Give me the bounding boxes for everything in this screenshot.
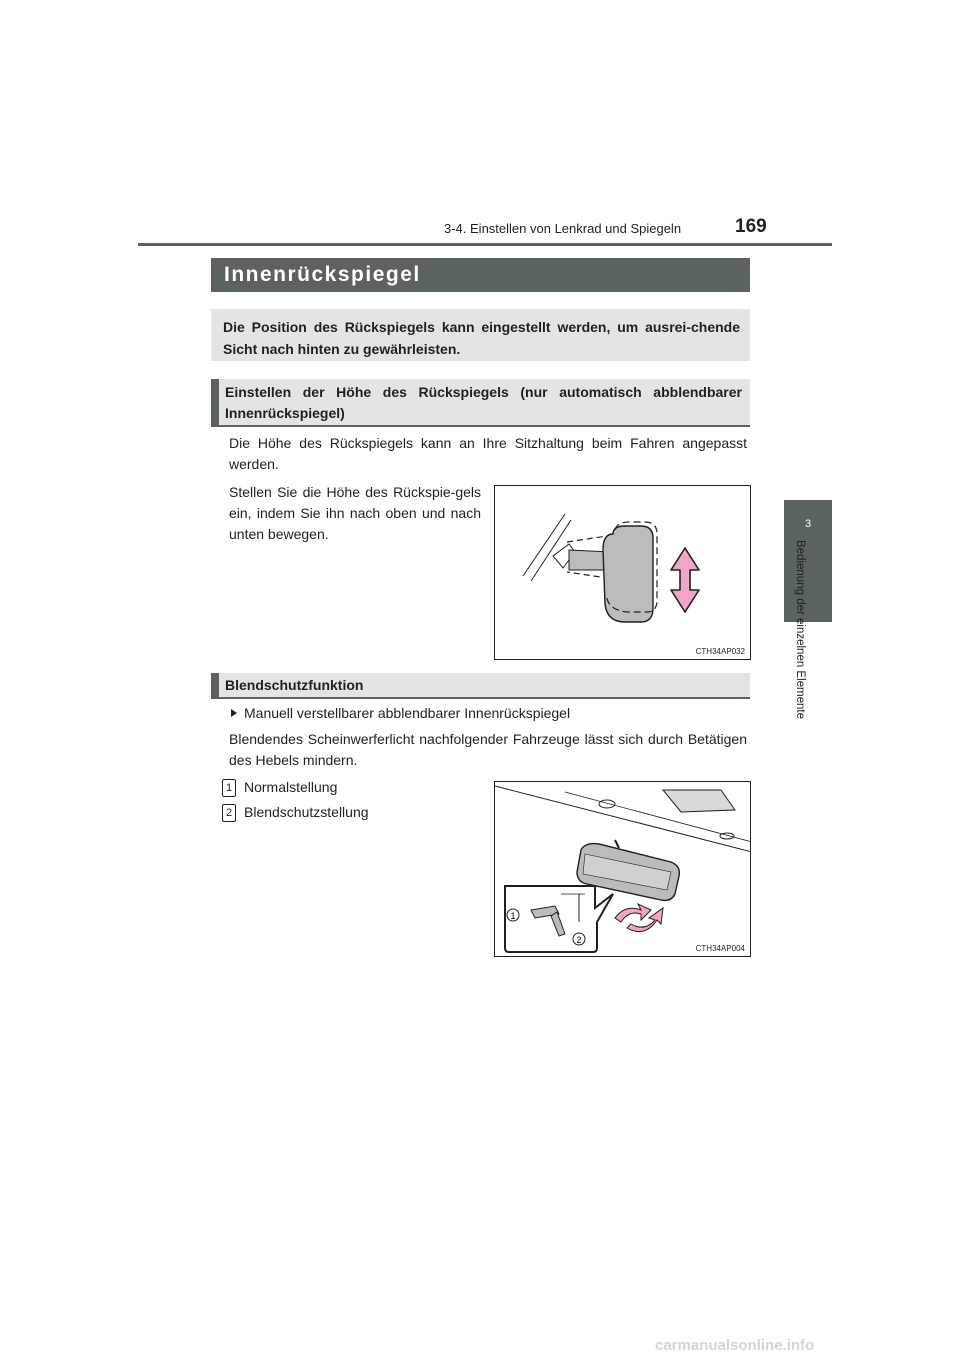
section-heading-anti-glare: Blendschutzfunktion — [211, 673, 750, 697]
bullet-text: Manuell verstellbarer abblendbarer Innenrückspiegel — [244, 705, 571, 721]
footer-watermark: carmanualsonline.info — [655, 1337, 815, 1354]
mirror-height-illustration — [495, 486, 751, 660]
page-number: 169 — [735, 216, 767, 237]
item-number-badge: 2 — [222, 804, 236, 822]
callout-1: 1 — [510, 911, 516, 921]
main-heading: Innenrückspiegel — [211, 258, 750, 292]
item-label: Normalstellung — [244, 779, 338, 795]
figure-code: CTH34AP032 — [695, 647, 745, 656]
chapter-number: 3 — [804, 518, 812, 530]
list-item — [222, 778, 337, 797]
bullet-manual-mirror — [229, 703, 747, 724]
section-heading-height-adjust: Einstellen der Höhe des Rückspiegels (nur automatisch abblendbarer Innenrückspiegel) — [211, 379, 750, 425]
paragraph-move-instruction: Stellen Sie die Höhe des Rückspie-gels ein, indem Sie ihn nach oben und nach unten bewegen. — [229, 484, 481, 542]
item-number-badge: 1 — [222, 779, 236, 797]
paragraph-anti-glare: Blendendes Scheinwerferlicht nachfolgender Fahrzeuge lässt sich durch Betätigen des Hebels mindern. — [229, 731, 747, 768]
intro-box: Die Position des Rückspiegels kann eingestellt werden, um ausrei-chende Sicht nach hinten zu gewährleisten. — [211, 309, 750, 361]
item-label: Blendschutzstellung — [244, 804, 369, 820]
figure-mirror-lever — [494, 781, 751, 957]
paragraph-height-adjust: Die Höhe des Rückspiegels kann an Ihre Sitzhaltung beim Fahren angepasst werden. — [229, 435, 747, 472]
bullet-triangle-icon — [231, 709, 237, 717]
chapter-side-text: Bedienung der einzelnen Elemente — [794, 540, 806, 720]
callout-2: 2 — [576, 935, 582, 945]
chapter-side-label — [784, 540, 812, 770]
header-rule — [138, 243, 832, 246]
list-item — [222, 803, 369, 822]
section-title: 3-4. Einstellen von Lenkrad und Spiegeln — [444, 221, 682, 236]
figure-mirror-height — [494, 485, 751, 660]
mirror-lever-illustration — [495, 782, 751, 957]
figure-code: CTH34AP004 — [695, 944, 745, 953]
